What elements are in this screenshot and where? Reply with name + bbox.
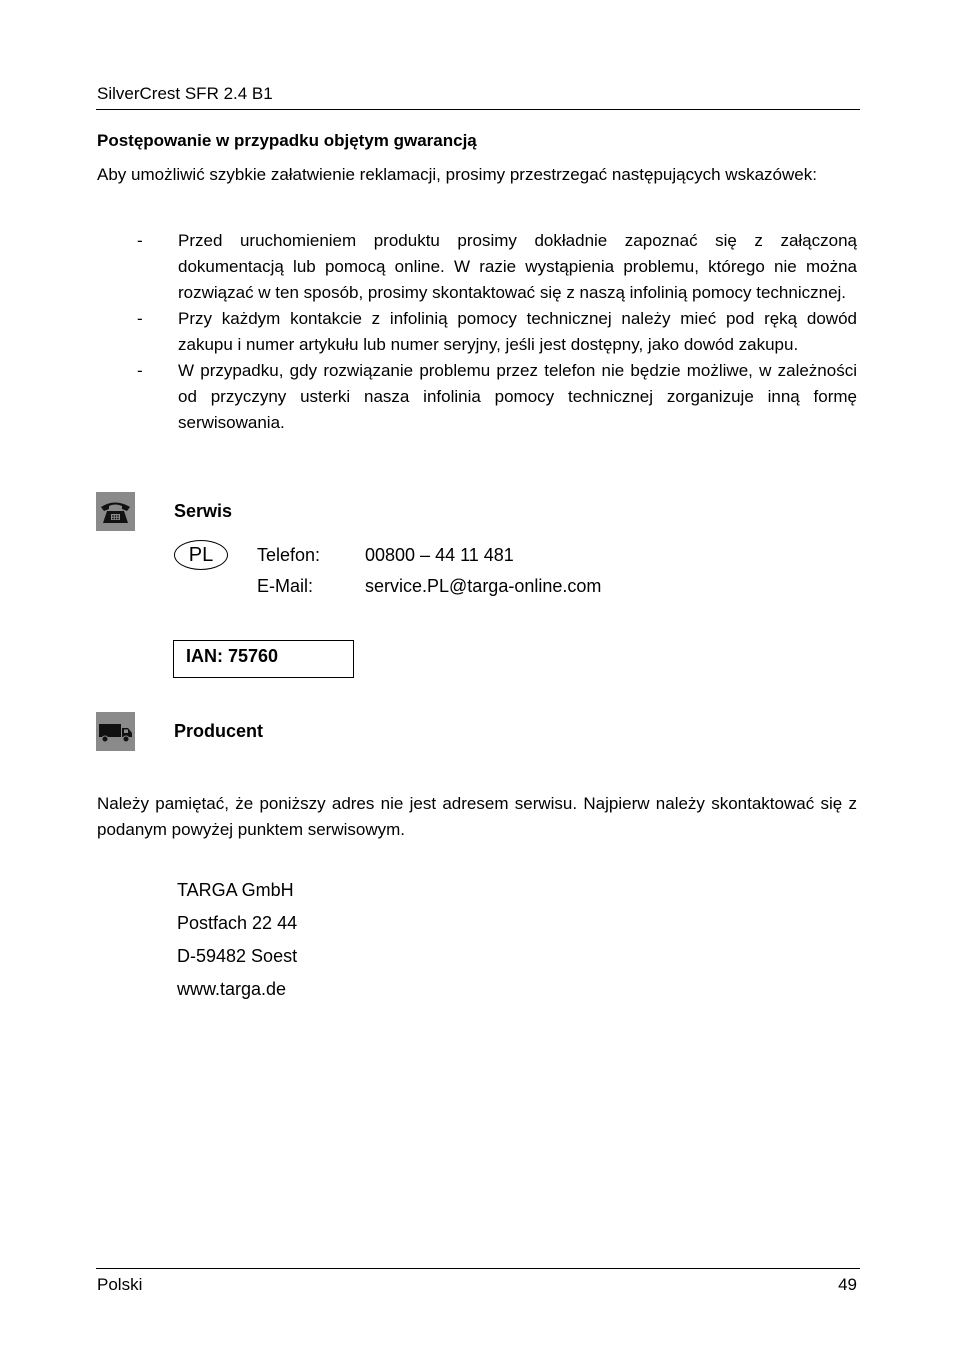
list-item-text: Przed uruchomieniem produktu prosimy dokładnie zapoznać się z załączoną dokumentacją lub pomocą online. W razie wystąpienia problemu, którego nie można rozwiązać w ten sposób, prosimy skontaktować się z naszą infolinią pomocy technicznej. bbox=[178, 231, 857, 302]
warranty-section-title: Postępowanie w przypadku objętym gwarancją bbox=[97, 131, 477, 150]
truck-icon bbox=[96, 712, 135, 751]
producer-section-title: Producent bbox=[174, 721, 264, 741]
footer-divider bbox=[96, 1268, 860, 1269]
country-badge: PL bbox=[174, 540, 228, 570]
address-postbox: Postfach 22 44 bbox=[177, 913, 298, 933]
footer-language: Polski bbox=[97, 1275, 143, 1294]
address-website: www.targa.de bbox=[177, 979, 287, 999]
warranty-intro-text: Aby umożliwić szybkie załatwienie reklamacji, prosimy przestrzegać następujących wskazówek: bbox=[97, 165, 817, 184]
phone-number: 00800 – 44 11 481 bbox=[365, 545, 514, 565]
list-item bbox=[97, 358, 857, 436]
phone-label: Telefon: bbox=[257, 545, 321, 565]
telephone-icon bbox=[96, 492, 135, 531]
email-address: service.PL@targa-online.com bbox=[365, 576, 602, 596]
email-label: E-Mail: bbox=[257, 576, 314, 596]
bullet-dash: - bbox=[137, 361, 143, 380]
list-item bbox=[97, 228, 857, 306]
service-section-title: Serwis bbox=[174, 501, 233, 521]
document-header-title: SilverCrest SFR 2.4 B1 bbox=[97, 84, 273, 103]
bullet-dash: - bbox=[137, 231, 143, 250]
list-item-text: W przypadku, gdy rozwiązanie problemu przez telefon nie będzie możliwe, w zależności od przyczyny usterki nasza infolinia pomocy technicznej zorganizuje inną formę serwisowania. bbox=[178, 361, 857, 432]
address-company: TARGA GmbH bbox=[177, 880, 294, 900]
bullet-dash: - bbox=[137, 309, 143, 328]
ian-number-box: IAN: 75760 bbox=[173, 640, 354, 678]
list-item-text: Przy każdym kontakcie z infolinią pomocy technicznej należy mieć pod ręką dowód zakupu i numer artykułu lub numer seryjny, jeśli jest dostępny, jako dowód zakupu. bbox=[178, 309, 857, 354]
warranty-instructions-list bbox=[97, 228, 857, 436]
header-divider bbox=[96, 109, 860, 110]
list-item bbox=[97, 306, 857, 358]
producer-notice-text: Należy pamiętać, że poniższy adres nie jest adresem serwisu. Najpierw należy skontaktować się z podanym powyżej punktem serwisowym. bbox=[97, 794, 857, 839]
address-city: D-59482 Soest bbox=[177, 946, 298, 966]
page-number: 49 bbox=[838, 1275, 857, 1294]
